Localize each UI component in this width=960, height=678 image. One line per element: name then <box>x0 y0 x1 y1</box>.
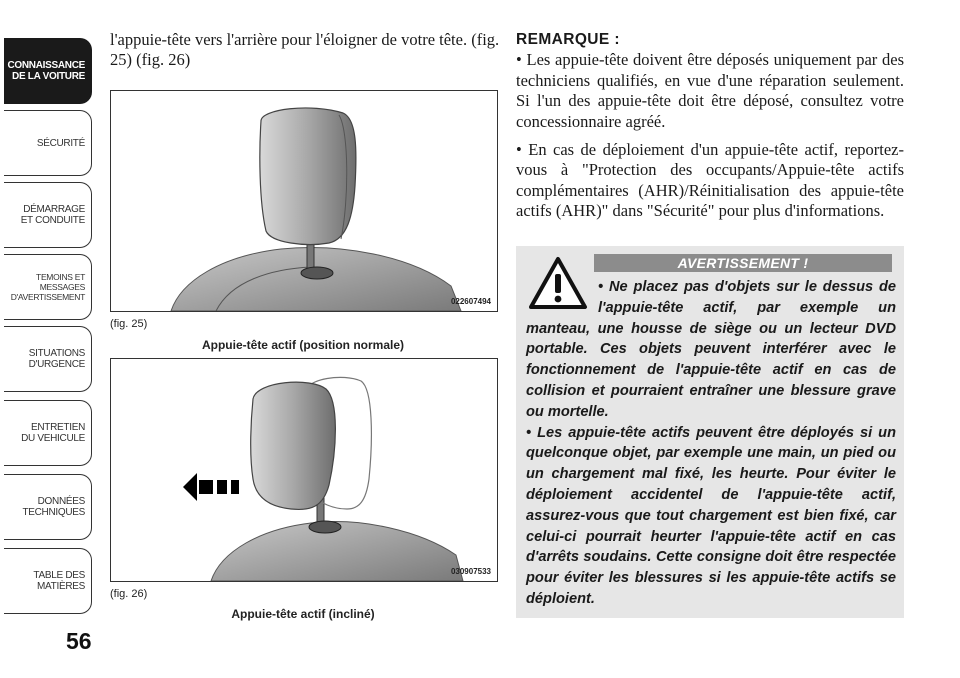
tab-label: SITUATIONS D'URGENCE <box>28 348 85 370</box>
figure-code: 030907533 <box>450 567 491 576</box>
tab-label: CONNAISSANCE DE LA VOITURE <box>7 60 85 82</box>
warning-text <box>526 277 896 610</box>
warning-box <box>516 246 904 618</box>
tab-label: TEMOINS ET MESSAGES D'AVERTISSEMENT <box>10 272 85 302</box>
warning-title: AVERTISSEMENT ! <box>594 254 892 272</box>
tab-label: SÉCURITÉ <box>36 137 85 149</box>
tab-label: DONNÉES TECHNIQUES <box>22 496 85 518</box>
intro-paragraph: l'appuie-tête vers l'arrière pour l'éloigner de votre tête. (fig. 25) (fig. 26) <box>110 30 500 69</box>
tab-table-des-matieres[interactable] <box>4 548 92 614</box>
figure-caption: Appuie-tête actif (incliné) <box>231 607 375 621</box>
tab-demarrage-et-conduite[interactable] <box>4 182 92 248</box>
figure-label: (fig. 26) <box>110 588 148 600</box>
warning-paragraph: • Les appuie-tête actifs peuvent être déployés si un quelconque objet, par exemple une main, un pied ou un chargement mal fixé, les heurte. Pour éviter le déploiement accidentel de l'appuie-tête actif, assurez-vous que tout chargement est bien fixé, car celui-ci pourrait heurter l'appuie-tête actif en cas d'arrêts soudains. Cette consigne doit être respectée pour éviter les blessures si les appuie-tête actifs se déploient. <box>526 424 896 607</box>
remark-section <box>516 30 904 230</box>
tab-connaissance-de-la-voiture[interactable] <box>4 38 92 104</box>
tab-label: ENTRETIEN DU VEHICULE <box>21 422 85 444</box>
tab-securite[interactable] <box>4 110 92 176</box>
tab-entretien-du-vehicule[interactable] <box>4 400 92 466</box>
icon-spacer <box>526 277 598 317</box>
remark-paragraph: • Les appuie-tête doivent être déposés uniquement par des techniciens qualifiés, en vue d'une réparation seulement. Si l'un des appuie-tête doit être déposé, consultez votre concessionnaire agréé. <box>516 50 904 131</box>
headrest-normal-illustration <box>111 91 497 311</box>
tab-label: TABLE DES MATIÈRES <box>33 570 85 592</box>
tab-donnees-techniques[interactable] <box>4 474 92 540</box>
figure-label: (fig. 25) <box>110 318 148 330</box>
headrest-tilted-illustration <box>111 359 497 581</box>
warning-paragraph: • Ne placez pas d'objets sur le dessus de l'appuie-tête actif, par exemple un manteau, une housse de siège ou un lecteur DVD portable. Ces objets peuvent interférer avec le fonctionnement de l'appuie-tête actif en cas de collision et pourraient entraîner une blessure grave ou mortelle. <box>526 279 896 420</box>
figure-caption: Appuie-tête actif (position normale) <box>201 338 404 352</box>
remark-paragraph: • En cas de déploiement d'un appuie-tête actif, reportez-vous à "Protection des occupants/Appuie-tête actifs complémentaires (AHR)/Réinitialisation des appuie-tête actifs (AHR)" dans "Sécurité" pour plus d'informations. <box>516 140 904 221</box>
tab-label: DÉMARRAGE ET CONDUITE <box>20 204 85 226</box>
tab-temoins-et-messages[interactable] <box>4 254 92 320</box>
page-number: 56 <box>66 628 92 654</box>
figure-code: 022607494 <box>450 297 491 306</box>
figure-headrest-normal <box>110 90 498 312</box>
chapter-sidebar <box>0 0 96 678</box>
figure-headrest-tilted <box>110 358 498 582</box>
remark-heading: REMARQUE : <box>516 31 620 48</box>
tab-situations-d-urgence[interactable] <box>4 326 92 392</box>
